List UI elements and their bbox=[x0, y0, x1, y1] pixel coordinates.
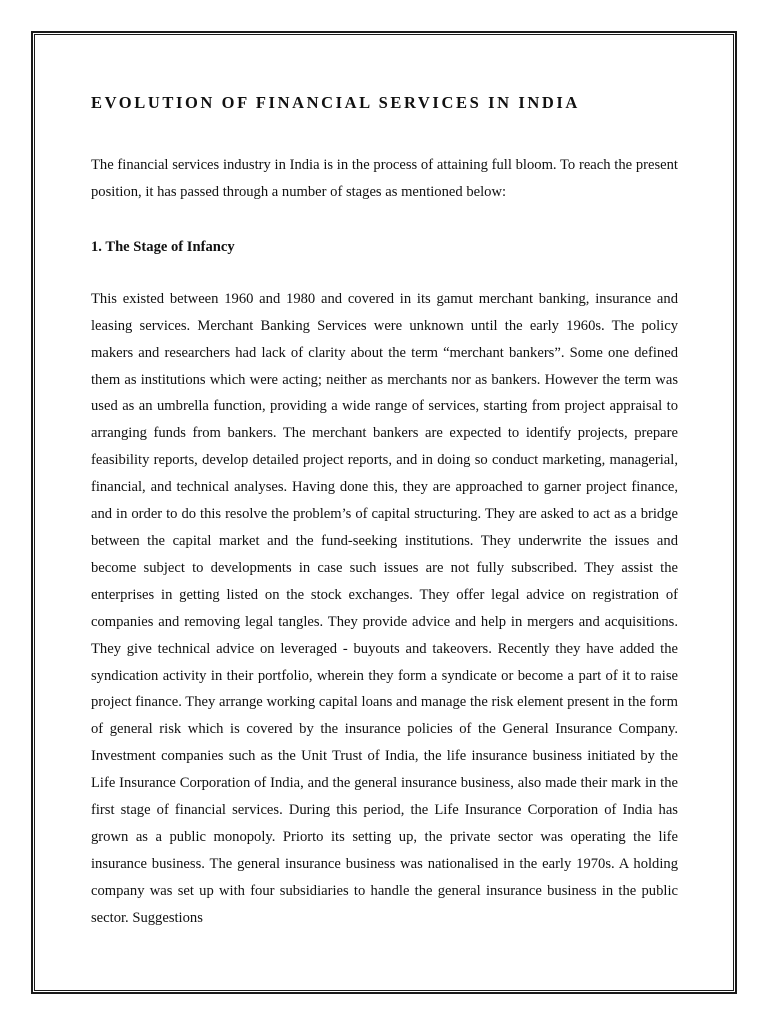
intro-paragraph: The financial services industry in India is in the process of attaining full bloom. To reach the present position, it has passed through a number of stages as mentioned below: bbox=[91, 157, 678, 200]
document-content bbox=[91, 88, 678, 932]
body-paragraph: This existed between 1960 and 1980 and covered in its gamut merchant banking, insurance and leasing services. Merchant Banking Services were unknown until the early 1960s. The policy makers and researchers had lack of clarity about the term “merchant bankers”. Some one defined them as institutions which were acting; neither as merchants nor as bankers. However the term was used as an umbrella function, providing a wide range of services, starting from project appraisal to arranging funds from bankers. The merchant bankers are expected to identify projects, prepare feasibility reports, develop detailed project reports, and in doing so conduct marketing, managerial, financial, and technical analyses. Having done this, they are approached to garner project finance, and in order to do this resolve the problem’s of capital structuring. They are asked to act as a bridge between the capital market and the fund-seeking institutions. They underwrite the issues and become subject to developments in case such issues are not fully subscribed. They assist the enterprises in getting listed on the stock exchanges. They offer legal advice on registration of companies and removing legal tangles. They provide advice and help in mergers and acquisitions. They give technical advice on leveraged - buyouts and takeovers. Recently they have added the syndication activity in their portfolio, wherein they form a syndicate or become a part of it to raise project finance. They arrange working capital loans and manage the risk element present in the form of general risk which is covered by the insurance policies of the General Insurance Company. Investment companies such as the Unit Trust of India, the life insurance business initiated by the Life Insurance Corporation of India, and the general insurance business, also made their mark in the first stage of financial services. During this period, the Life Insurance Corporation of India has grown as a public monopoly. Priorto its setting up, the private sector was operating the life insurance business. The general insurance business was nationalised in the early 1970s. A holding company was set up with four subsidiaries to handle the general insurance business in the public sector. Suggestions bbox=[91, 290, 678, 926]
section-heading: 1. The Stage of Infancy bbox=[91, 238, 235, 255]
document-title: EVOLUTION OF FINANCIAL SERVICES IN INDIA bbox=[91, 93, 580, 112]
